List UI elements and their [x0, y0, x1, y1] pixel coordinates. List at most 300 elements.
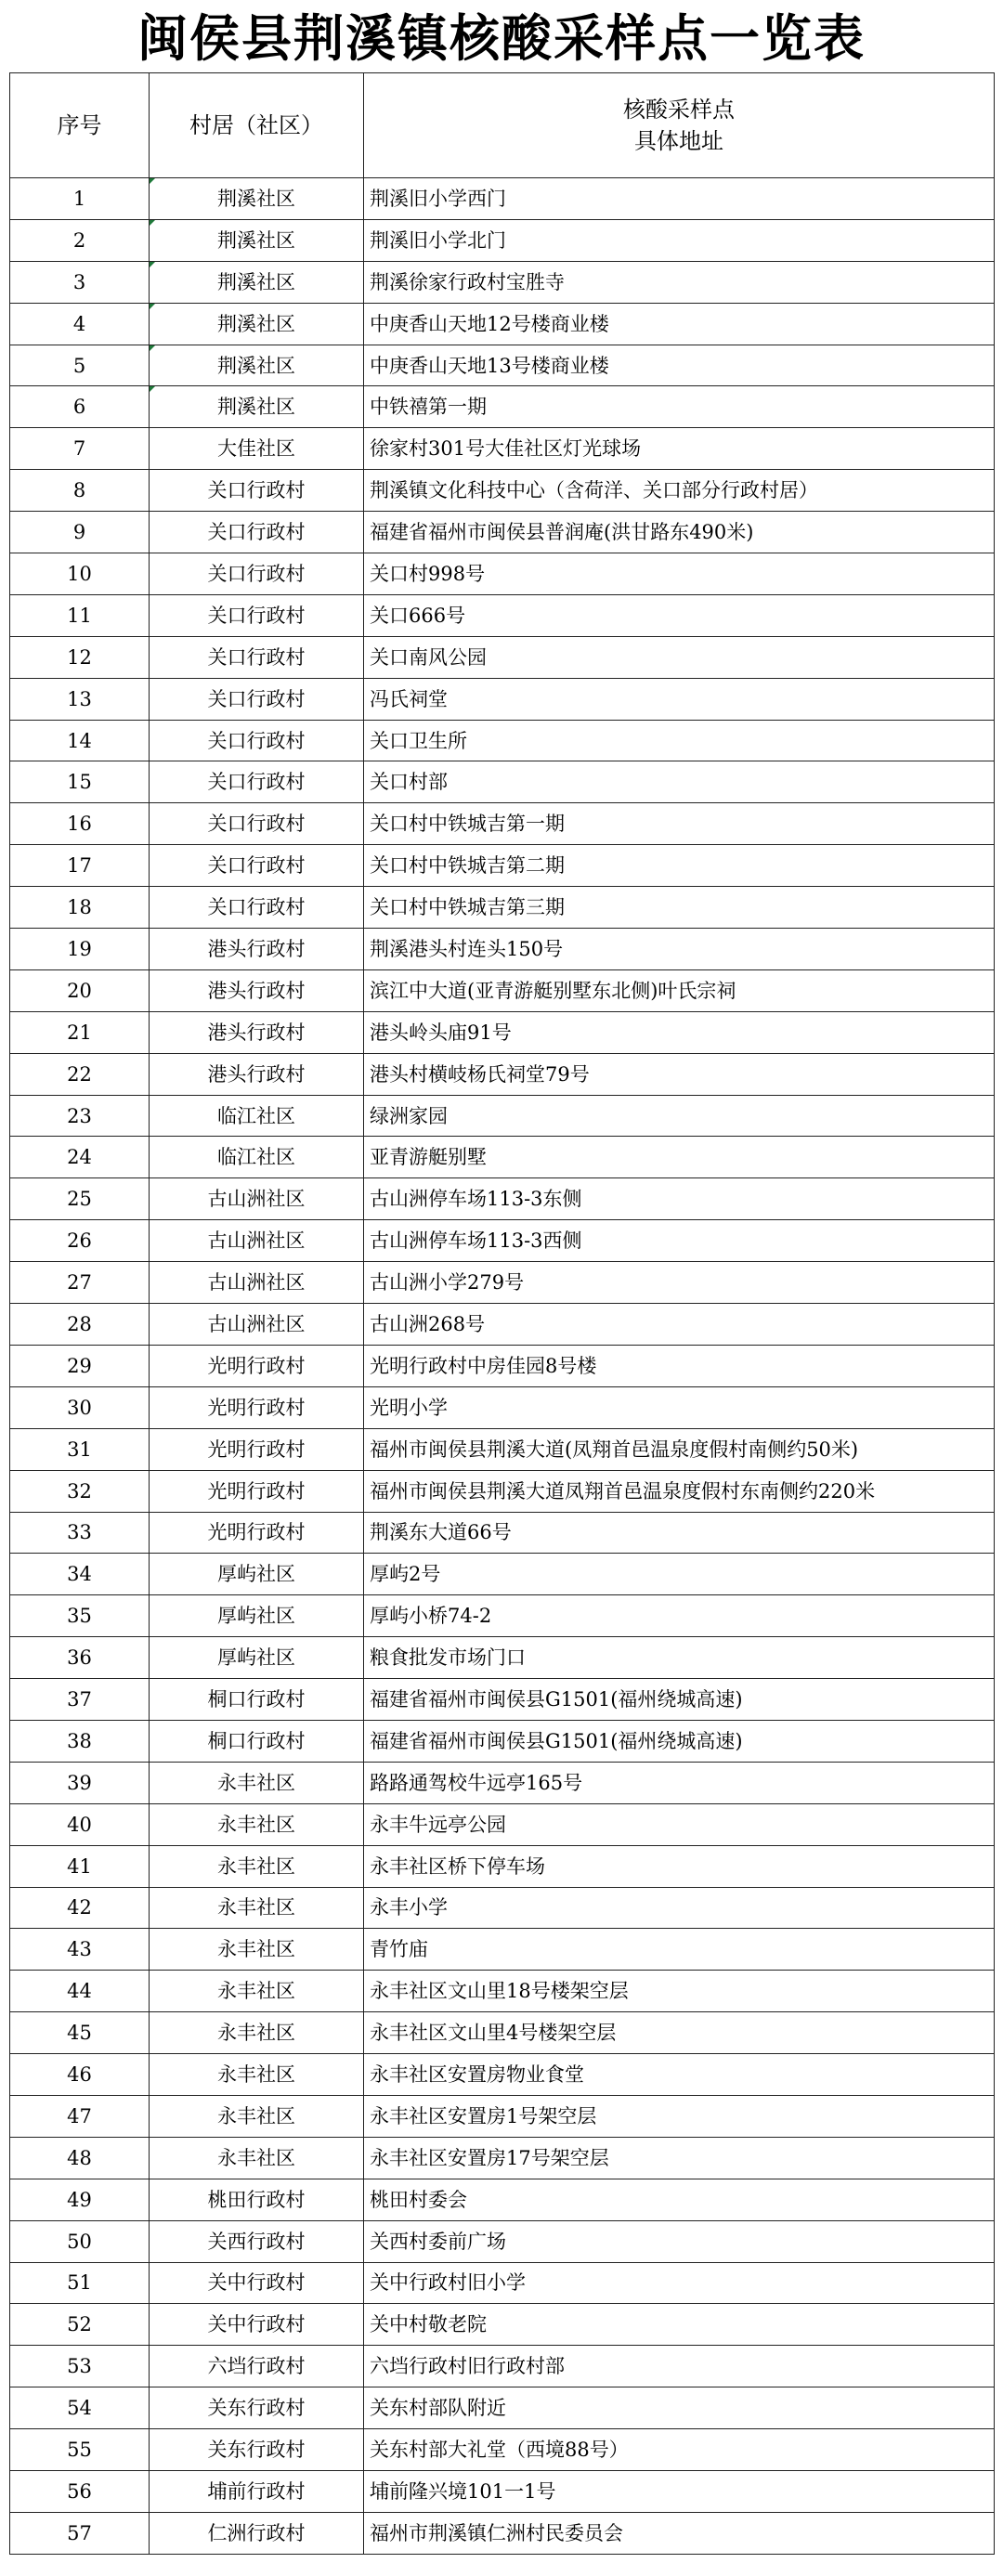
cell-village-text: 永丰社区 [217, 2022, 295, 2045]
cell-village-text: 港头行政村 [207, 979, 306, 1002]
cell-num: 55 [10, 2429, 150, 2471]
cell-village [150, 887, 364, 929]
table-row [10, 887, 995, 929]
cell-village-text: 荆溪社区 [217, 228, 295, 252]
cell-address: 永丰社区文山里18号楼架空层 [364, 1971, 995, 2012]
table-row [10, 969, 995, 1011]
cell-num: 33 [10, 1512, 150, 1554]
cell-village [150, 1887, 364, 1929]
table-row [10, 303, 995, 345]
cell-address: 福州市闽侯县荆溪大道(凤翔首邑温泉度假村南侧约50米) [364, 1428, 995, 1470]
cell-num: 51 [10, 2262, 150, 2304]
cell-village-text: 临江社区 [217, 1104, 295, 1127]
cell-village-text: 埔前行政村 [207, 2479, 306, 2503]
cell-village [150, 2220, 364, 2262]
table-row [10, 594, 995, 636]
cell-village-text: 厚屿社区 [217, 1563, 295, 1586]
cell-num: 38 [10, 1720, 150, 1762]
cell-num: 21 [10, 1011, 150, 1053]
cell-village-text: 关中行政村 [207, 2271, 306, 2295]
cell-address: 荆溪旧小学西门 [364, 178, 995, 220]
cell-village-text: 荆溪社区 [217, 187, 295, 210]
cell-village-text: 大佳社区 [217, 437, 295, 461]
cell-village [150, 1386, 364, 1428]
cell-village-text: 厚屿社区 [217, 1646, 295, 1670]
cell-village [150, 594, 364, 636]
cell-village-text: 桐口行政村 [207, 1688, 306, 1711]
cell-village [150, 2262, 364, 2304]
cell-num: 2 [10, 219, 150, 261]
cell-num: 47 [10, 2095, 150, 2137]
cell-village-text: 关中行政村 [207, 2313, 306, 2336]
cell-num: 14 [10, 720, 150, 761]
table-row [10, 1178, 995, 1220]
cell-village [150, 1929, 364, 1971]
table-row [10, 1304, 995, 1346]
cell-village [150, 303, 364, 345]
cell-village [150, 1595, 364, 1637]
cell-village [150, 1720, 364, 1762]
table-row [10, 1512, 995, 1554]
table-row [10, 1595, 995, 1637]
cell-village [150, 2012, 364, 2054]
cell-num: 13 [10, 678, 150, 720]
cell-address: 荆溪港头村连头150号 [364, 929, 995, 970]
cell-address: 荆溪东大道66号 [364, 1512, 995, 1554]
cell-village-text: 光明行政村 [207, 1521, 306, 1544]
cell-village-text: 荆溪社区 [217, 354, 295, 377]
cell-num: 45 [10, 2012, 150, 2054]
cell-village [150, 2512, 364, 2554]
cell-village-text: 关口行政村 [207, 896, 306, 919]
cell-address: 关口村中铁城吉第三期 [364, 887, 995, 929]
cell-address: 永丰社区文山里4号楼架空层 [364, 2012, 995, 2054]
table-row [10, 761, 995, 803]
cell-address: 荆溪旧小学北门 [364, 219, 995, 261]
cell-address: 滨江中大道(亚青游艇别墅东北侧)叶氏宗祠 [364, 969, 995, 1011]
cell-address: 关口村998号 [364, 553, 995, 595]
cell-village [150, 1428, 364, 1470]
cell-address: 永丰社区桥下停车场 [364, 1845, 995, 1887]
cell-address: 关东村部队附近 [364, 2387, 995, 2429]
table-row [10, 1386, 995, 1428]
table-row [10, 1803, 995, 1845]
cell-address: 中铁禧第一期 [364, 386, 995, 428]
cell-village [150, 1137, 364, 1178]
cell-village-text: 关口行政村 [207, 813, 306, 836]
cell-village [150, 1845, 364, 1887]
cell-address: 中庚香山天地12号楼商业楼 [364, 303, 995, 345]
cell-address: 古山洲268号 [364, 1304, 995, 1346]
cell-num: 37 [10, 1679, 150, 1721]
cell-village-text: 永丰社区 [217, 1813, 295, 1836]
cell-address: 徐家村301号大佳社区灯光球场 [364, 428, 995, 470]
cell-address: 港头村横岐杨氏祠堂79号 [364, 1053, 995, 1095]
table-row [10, 219, 995, 261]
cell-village-text: 关口行政村 [207, 771, 306, 794]
table-row [10, 2262, 995, 2304]
cell-village-text: 港头行政村 [207, 1062, 306, 1086]
cell-village-text: 光明行政村 [207, 1479, 306, 1503]
cell-village [150, 1971, 364, 2012]
table-row [10, 1554, 995, 1595]
cell-village-text: 关口行政村 [207, 521, 306, 544]
table-body [10, 178, 995, 2555]
cell-num: 11 [10, 594, 150, 636]
cell-village-text: 关口行政村 [207, 854, 306, 878]
cell-village-text: 桃田行政村 [207, 2188, 306, 2211]
cell-address: 福建省福州市闽侯县普润庵(洪甘路东490米) [364, 512, 995, 553]
table-row [10, 1220, 995, 1262]
cell-village [150, 636, 364, 678]
cell-address: 古山洲小学279号 [364, 1262, 995, 1304]
cell-num: 24 [10, 1137, 150, 1178]
cell-num: 42 [10, 1887, 150, 1929]
cell-village [150, 1554, 364, 1595]
cell-num: 4 [10, 303, 150, 345]
cell-village-text: 永丰社区 [217, 1896, 295, 1919]
cell-num: 29 [10, 1345, 150, 1386]
cell-num: 32 [10, 1470, 150, 1512]
cell-address: 关口卫生所 [364, 720, 995, 761]
cell-num: 57 [10, 2512, 150, 2554]
cell-address: 桃田村委会 [364, 2179, 995, 2220]
table-row [10, 553, 995, 595]
cell-address: 冯氏祠堂 [364, 678, 995, 720]
cell-address: 光明行政村中房佳园8号楼 [364, 1345, 995, 1386]
cell-village-text: 古山洲社区 [207, 1229, 306, 1253]
cell-marker-icon [150, 178, 155, 184]
cell-village [150, 1095, 364, 1137]
cell-address: 厚屿小桥74-2 [364, 1595, 995, 1637]
table-row [10, 1720, 995, 1762]
cell-num: 50 [10, 2220, 150, 2262]
cell-village [150, 470, 364, 512]
table-row [10, 345, 995, 386]
cell-village-text: 关口行政村 [207, 645, 306, 669]
cell-village-text: 关口行政村 [207, 729, 306, 752]
table-header [10, 73, 995, 178]
cell-village [150, 2054, 364, 2096]
cell-village [150, 1470, 364, 1512]
cell-address: 六垱行政村旧行政村部 [364, 2346, 995, 2387]
cell-num: 53 [10, 2346, 150, 2387]
cell-village [150, 1262, 364, 1304]
cell-village [150, 1220, 364, 1262]
cell-address: 福建省福州市闽侯县G1501(福州绕城高速) [364, 1679, 995, 1721]
cell-num: 31 [10, 1428, 150, 1470]
table-row [10, 720, 995, 761]
cell-village [150, 2137, 364, 2179]
table-row [10, 2054, 995, 2096]
cell-village [150, 178, 364, 220]
cell-num: 56 [10, 2470, 150, 2512]
cell-num: 28 [10, 1304, 150, 1346]
cell-address: 关口南风公园 [364, 636, 995, 678]
cell-village-text: 光明行政村 [207, 1396, 306, 1419]
cell-village-text: 光明行政村 [207, 1438, 306, 1461]
cell-village [150, 678, 364, 720]
cell-num: 6 [10, 386, 150, 428]
cell-village-text: 荆溪社区 [217, 270, 295, 293]
cell-village-text: 关东行政村 [207, 2397, 306, 2420]
cell-village-text: 关口行政村 [207, 479, 306, 502]
cell-village-text: 古山洲社区 [207, 1188, 306, 1211]
cell-num: 16 [10, 803, 150, 845]
table-row [10, 1053, 995, 1095]
cell-village [150, 2346, 364, 2387]
table-row [10, 2346, 995, 2387]
table-row [10, 1762, 995, 1803]
cell-num: 54 [10, 2387, 150, 2429]
cell-num: 3 [10, 261, 150, 303]
cell-num: 10 [10, 553, 150, 595]
cell-address: 关中村敬老院 [364, 2304, 995, 2346]
cell-address: 古山洲停车场113-3东侧 [364, 1178, 995, 1220]
table-row [10, 1845, 995, 1887]
cell-address: 厚屿2号 [364, 1554, 995, 1595]
cell-num: 20 [10, 969, 150, 1011]
cell-village-text: 港头行政村 [207, 937, 306, 960]
cell-village [150, 1803, 364, 1845]
cell-address: 荆溪徐家行政村宝胜寺 [364, 261, 995, 303]
header-row [10, 73, 995, 178]
cell-village [150, 2095, 364, 2137]
cell-num: 46 [10, 2054, 150, 2096]
cell-village [150, 1679, 364, 1721]
cell-address: 福州市荆溪镇仁洲村民委员会 [364, 2512, 995, 2554]
table-row [10, 636, 995, 678]
cell-village-text: 荆溪社区 [217, 396, 295, 419]
cell-num: 12 [10, 636, 150, 678]
cell-address: 永丰牛远亭公园 [364, 1803, 995, 1845]
cell-village [150, 512, 364, 553]
cell-num: 19 [10, 929, 150, 970]
cell-village-text: 关东行政村 [207, 2439, 306, 2462]
table-row [10, 386, 995, 428]
cell-address: 关东村部大礼堂（西境88号） [364, 2429, 995, 2471]
cell-address: 路路通驾校牛远亭165号 [364, 1762, 995, 1803]
cell-village [150, 428, 364, 470]
cell-village-text: 关口行政村 [207, 687, 306, 710]
cell-address: 绿洲家园 [364, 1095, 995, 1137]
table-row [10, 1011, 995, 1053]
cell-village [150, 929, 364, 970]
table-row [10, 929, 995, 970]
cell-village [150, 1178, 364, 1220]
table-row [10, 2179, 995, 2220]
cell-address: 亚青游艇别墅 [364, 1137, 995, 1178]
cell-num: 30 [10, 1386, 150, 1428]
table-row [10, 1971, 995, 2012]
table-row [10, 1637, 995, 1679]
cell-village-text: 永丰社区 [217, 1938, 295, 1961]
cell-num: 23 [10, 1095, 150, 1137]
cell-village-text: 永丰社区 [217, 1980, 295, 2003]
table-row [10, 261, 995, 303]
cell-village [150, 1053, 364, 1095]
cell-address: 古山洲停车场113-3西侧 [364, 1220, 995, 1262]
cell-village-text: 桐口行政村 [207, 1729, 306, 1752]
cell-num: 39 [10, 1762, 150, 1803]
cell-village-text: 港头行政村 [207, 1021, 306, 1044]
cell-num: 27 [10, 1262, 150, 1304]
table-row [10, 1095, 995, 1137]
cell-village [150, 345, 364, 386]
cell-village-text: 关口行政村 [207, 562, 306, 585]
table-row [10, 1470, 995, 1512]
cell-num: 41 [10, 1845, 150, 1887]
table-row [10, 2512, 995, 2554]
cell-address: 永丰社区安置房17号架空层 [364, 2137, 995, 2179]
table-row [10, 678, 995, 720]
table-row [10, 1679, 995, 1721]
cell-village [150, 2470, 364, 2512]
cell-marker-icon [150, 304, 155, 309]
cell-village [150, 553, 364, 595]
cell-address: 关口村中铁城吉第一期 [364, 803, 995, 845]
cell-address: 粮食批发市场门口 [364, 1637, 995, 1679]
cell-village-text: 光明行政村 [207, 1354, 306, 1377]
header-village: 村居（社区） [150, 73, 364, 178]
cell-village [150, 969, 364, 1011]
header-num: 序号 [10, 73, 150, 178]
cell-address: 光明小学 [364, 1386, 995, 1428]
table-row [10, 1345, 995, 1386]
cell-village-text: 永丰社区 [217, 1854, 295, 1878]
cell-village [150, 1762, 364, 1803]
cell-num: 26 [10, 1220, 150, 1262]
table-row [10, 2429, 995, 2471]
table-row [10, 512, 995, 553]
cell-village [150, 761, 364, 803]
cell-village [150, 845, 364, 887]
table-row [10, 2387, 995, 2429]
cell-village [150, 2304, 364, 2346]
cell-num: 34 [10, 1554, 150, 1595]
cell-num: 1 [10, 178, 150, 220]
table-row [10, 470, 995, 512]
table-row [10, 1137, 995, 1178]
cell-village-text: 六垱行政村 [207, 2355, 306, 2378]
page-title: 闽侯县荆溪镇核酸采样点一览表 [137, 8, 866, 68]
cell-num: 35 [10, 1595, 150, 1637]
table-row [10, 2137, 995, 2179]
cell-address: 永丰小学 [364, 1887, 995, 1929]
cell-num: 40 [10, 1803, 150, 1845]
table-row [10, 2220, 995, 2262]
cell-village-text: 厚屿社区 [217, 1605, 295, 1628]
table-row [10, 2095, 995, 2137]
cell-village [150, 219, 364, 261]
cell-village-text: 仁洲行政村 [207, 2521, 306, 2544]
cell-num: 5 [10, 345, 150, 386]
cell-marker-icon [150, 262, 155, 267]
cell-village-text: 古山洲社区 [207, 1271, 306, 1295]
table-row [10, 803, 995, 845]
cell-num: 48 [10, 2137, 150, 2179]
cell-village [150, 386, 364, 428]
cell-village [150, 1345, 364, 1386]
cell-village-text: 关西行政村 [207, 2230, 306, 2253]
cell-num: 17 [10, 845, 150, 887]
table-row [10, 2012, 995, 2054]
cell-num: 8 [10, 470, 150, 512]
cell-village-text: 临江社区 [217, 1146, 295, 1169]
cell-village [150, 1011, 364, 1053]
cell-address: 荆溪镇文化科技中心（含荷洋、关口部分行政村居） [364, 470, 995, 512]
cell-address: 中庚香山天地13号楼商业楼 [364, 345, 995, 386]
cell-address: 关口666号 [364, 594, 995, 636]
cell-village [150, 1304, 364, 1346]
cell-address: 永丰社区安置房物业食堂 [364, 2054, 995, 2096]
cell-num: 44 [10, 1971, 150, 2012]
cell-marker-icon [150, 386, 155, 392]
cell-address: 关中行政村旧小学 [364, 2262, 995, 2304]
cell-village [150, 2179, 364, 2220]
table-row [10, 2304, 995, 2346]
cell-address: 福建省福州市闽侯县G1501(福州绕城高速) [364, 1720, 995, 1762]
cell-num: 25 [10, 1178, 150, 1220]
table-row [10, 428, 995, 470]
cell-num: 36 [10, 1637, 150, 1679]
cell-num: 18 [10, 887, 150, 929]
cell-village-text: 荆溪社区 [217, 312, 295, 335]
cell-village-text: 关口行政村 [207, 604, 306, 627]
table-row [10, 1428, 995, 1470]
table-row [10, 845, 995, 887]
cell-marker-icon [150, 345, 155, 351]
cell-village-text: 永丰社区 [217, 2104, 295, 2127]
cell-num: 7 [10, 428, 150, 470]
cell-address: 福州市闽侯县荆溪大道凤翔首邑温泉度假村东南侧约220米 [364, 1470, 995, 1512]
table-row [10, 2470, 995, 2512]
cell-village-text: 永丰社区 [217, 1771, 295, 1794]
cell-address: 青竹庙 [364, 1929, 995, 1971]
cell-num: 15 [10, 761, 150, 803]
cell-village [150, 803, 364, 845]
cell-num: 49 [10, 2179, 150, 2220]
table-row [10, 1929, 995, 1971]
header-address-line2: 具体地址 [634, 128, 723, 154]
header-address [364, 73, 995, 178]
cell-address: 关西村委前广场 [364, 2220, 995, 2262]
cell-num: 43 [10, 1929, 150, 1971]
cell-address: 永丰社区安置房1号架空层 [364, 2095, 995, 2137]
cell-marker-icon [150, 220, 155, 226]
table-row [10, 1262, 995, 1304]
cell-village [150, 2429, 364, 2471]
cell-address: 关口村中铁城吉第二期 [364, 845, 995, 887]
table-row [10, 178, 995, 220]
cell-village-text: 古山洲社区 [207, 1312, 306, 1335]
table-row [10, 1887, 995, 1929]
cell-village [150, 1512, 364, 1554]
cell-village-text: 永丰社区 [217, 2146, 295, 2169]
cell-address: 埔前隆兴境101一1号 [364, 2470, 995, 2512]
cell-num: 52 [10, 2304, 150, 2346]
cell-village [150, 261, 364, 303]
cell-address: 关口村部 [364, 761, 995, 803]
cell-village [150, 720, 364, 761]
sampling-sites-table [9, 72, 995, 2555]
cell-num: 9 [10, 512, 150, 553]
cell-village [150, 2387, 364, 2429]
cell-village-text: 永丰社区 [217, 2063, 295, 2087]
header-address-line1: 核酸采样点 [623, 97, 735, 123]
cell-address: 港头岭头庙91号 [364, 1011, 995, 1053]
cell-num: 22 [10, 1053, 150, 1095]
